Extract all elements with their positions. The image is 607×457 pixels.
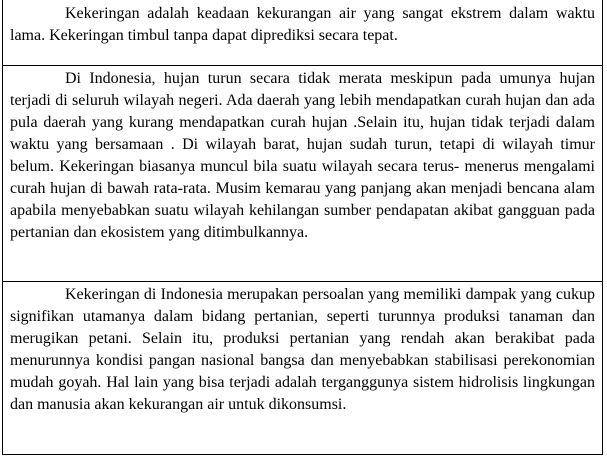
document-table — [2, 0, 603, 455]
table-cell-3 — [3, 282, 602, 455]
table-cell-1 — [3, 0, 602, 66]
paragraph-impact: Kekeringan di Indonesia merupakan persoalan yang memiliki dampak yang cukup signifikan utamanya dalam bidang pertanian, seperti turunnya produksi tanaman dan merugikan petani. Selain itu, produksi pertanian yang rendah akan berakibat pada menurunnya kondisi pangan nasional bangsa dan menyebabkan stabilisasi perekonomian mudah goyah. Hal lain yang bisa terjadi adalah terganggunya sistem hidrolisis lingkungan dan manusia akan kekurangan air untuk dikonsumsi. — [10, 286, 595, 413]
paragraph-definition: Kekeringan adalah keadaan kekurangan air yang sangat ekstrem dalam waktu lama. Kekeringan timbul tanpa dapat diprediksi secara tepat. — [10, 5, 595, 44]
paragraph-rainfall: Di Indonesia, hujan turun secara tidak merata meskipun pada umunya hujan terjadi di seluruh wilayah negeri. Ada daerah yang lebih mendapatkan curah hujan dan ada pula daerah yang kurang mendapatkan curah hujan .Selain itu, hujan tidak terjadi dalam waktu yang bersamaan . Di wilayah barat, hujan sudah turun, tetapi di wilayah timur belum. Kekeringan biasanya muncul bila suatu wilayah secara terus- menerus mengalami curah hujan di bawah rata-rata. Musim kemarau yang panjang akan menjadi bencana alam apabila menyebabkan suatu wilayah kehilangan sumber pendapatan akibat gangguan pada pertanian dan ekosistem yang ditimbulkannya. — [10, 70, 595, 241]
table-cell-2 — [3, 66, 602, 282]
